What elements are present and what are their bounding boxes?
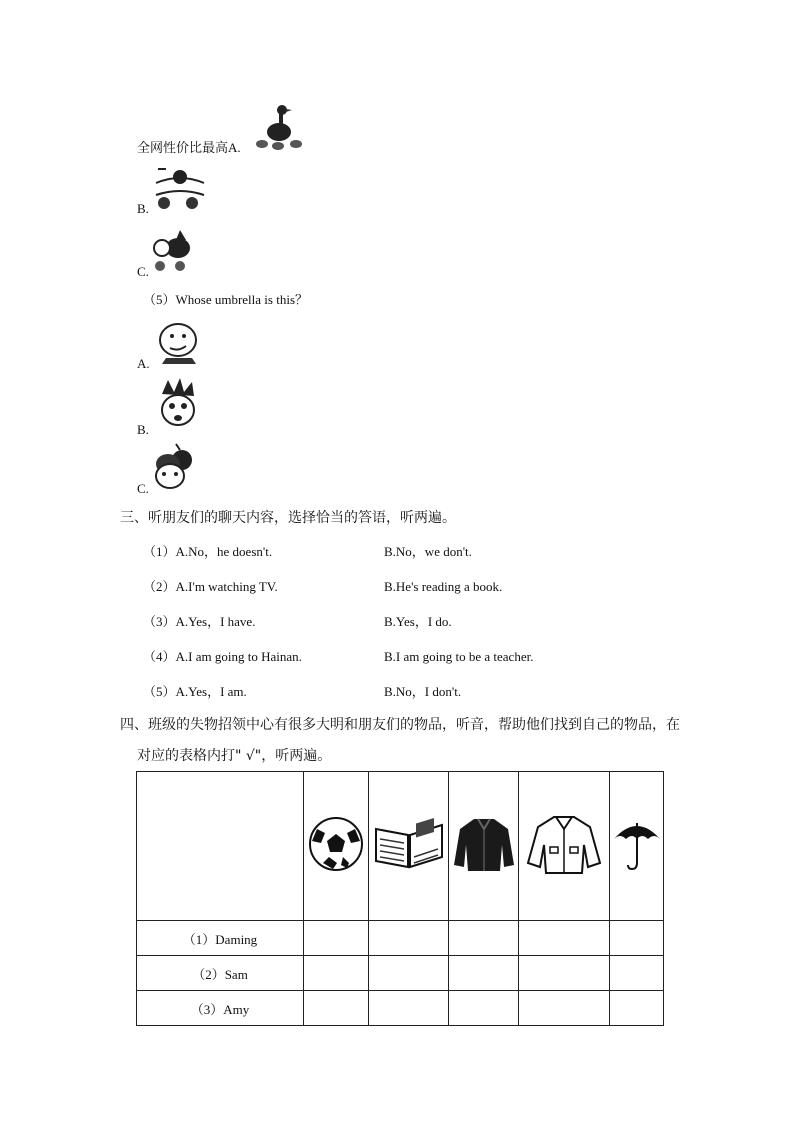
- bald-boy-face-icon: [152, 318, 206, 366]
- check-cell[interactable]: [369, 921, 449, 956]
- option-a-label: A.: [228, 140, 241, 155]
- s3-item-number: （3）: [143, 614, 176, 629]
- check-cell[interactable]: [449, 991, 519, 1026]
- s3-item-2: [143, 579, 278, 595]
- lost-and-found-table: [136, 771, 664, 1026]
- s3-option-a: A.I am going to Hainan.: [175, 649, 302, 664]
- q5-option-b-label: B.: [137, 422, 149, 437]
- s3-item-3: [143, 614, 255, 630]
- check-cell[interactable]: [369, 991, 449, 1026]
- girl-with-bun-face-icon: [150, 442, 198, 492]
- row-label-daming: （1）Daming: [137, 921, 304, 956]
- check-cell[interactable]: [449, 956, 519, 991]
- s3-option-a: A.I'm watching TV.: [175, 579, 278, 594]
- section4-title-line1: 四、班级的失物招领中心有很多大明和朋友们的物品，听音，帮助他们找到自己的物品，在: [120, 717, 680, 733]
- check-cell[interactable]: [304, 956, 369, 991]
- check-cell[interactable]: [369, 956, 449, 991]
- hen-chicks-icon: [150, 226, 194, 274]
- table-row: [137, 921, 664, 956]
- s3-option-b: B.Yes，I do.: [384, 614, 452, 629]
- check-cell[interactable]: [449, 921, 519, 956]
- s3-option-b: B.No，I don't.: [384, 684, 462, 699]
- s3-option-b: B.No，we don't.: [384, 544, 472, 559]
- q5-option-a-label: A.: [137, 356, 150, 371]
- check-cell[interactable]: [519, 991, 610, 1026]
- s3-item-1: [143, 544, 272, 560]
- s3-item-4: [143, 649, 302, 665]
- book-icon: [372, 817, 446, 871]
- football-icon: [307, 815, 365, 873]
- check-cell[interactable]: [304, 991, 369, 1026]
- q5-option-c-label: C.: [137, 481, 149, 496]
- check-cell[interactable]: [610, 991, 664, 1026]
- table-header-row: [137, 772, 664, 921]
- s3-option-b: B.I am going to be a teacher.: [384, 649, 534, 664]
- section3-title: 三、听朋友们的聊天内容，选择恰当的答语，听两遍。: [120, 510, 456, 526]
- check-cell[interactable]: [610, 921, 664, 956]
- table-row: [137, 991, 664, 1026]
- s3-option-b: B.He's reading a book.: [384, 579, 503, 594]
- header-football-cell: [304, 772, 369, 921]
- check-cell[interactable]: [519, 956, 610, 991]
- jacket-icon: [452, 815, 516, 873]
- spiky-hair-girl-face-icon: [152, 378, 204, 432]
- s3-option-a: A.No，he doesn't.: [175, 544, 273, 559]
- s3-item-number: （4）: [143, 649, 176, 664]
- option-b-label: B.: [137, 201, 149, 216]
- s3-item-5: [143, 684, 247, 700]
- s3-item-number: （1）: [143, 544, 176, 559]
- section4-title-line2: 对应的表格内打" √"，听两遍。: [137, 748, 332, 764]
- birds-icon: [152, 163, 208, 211]
- header-book-cell: [369, 772, 449, 921]
- s3-option-a: A.Yes，I have.: [175, 614, 256, 629]
- umbrella-icon: [612, 817, 662, 871]
- check-cell[interactable]: [610, 956, 664, 991]
- prefix-text: 全网性价比最高: [137, 141, 229, 156]
- header-umbrella-cell: [610, 772, 664, 921]
- s3-option-a: A.Yes，I am.: [175, 684, 247, 699]
- row-label-sam: （2）Sam: [137, 956, 304, 991]
- s3-item-number: （2）: [143, 579, 176, 594]
- q5-question: （5）Whose umbrella is this？: [143, 292, 309, 307]
- duck-family-icon: [252, 98, 306, 152]
- check-cell[interactable]: [519, 921, 610, 956]
- table-corner-cell: [137, 772, 304, 921]
- coat-icon: [524, 813, 604, 875]
- option-c-label: C.: [137, 264, 149, 279]
- header-jacket-cell: [449, 772, 519, 921]
- row-label-amy: （3）Amy: [137, 991, 304, 1026]
- s3-item-number: （5）: [143, 684, 176, 699]
- option-a-line: [137, 140, 241, 157]
- table-row: [137, 956, 664, 991]
- header-coat-cell: [519, 772, 610, 921]
- check-cell[interactable]: [304, 921, 369, 956]
